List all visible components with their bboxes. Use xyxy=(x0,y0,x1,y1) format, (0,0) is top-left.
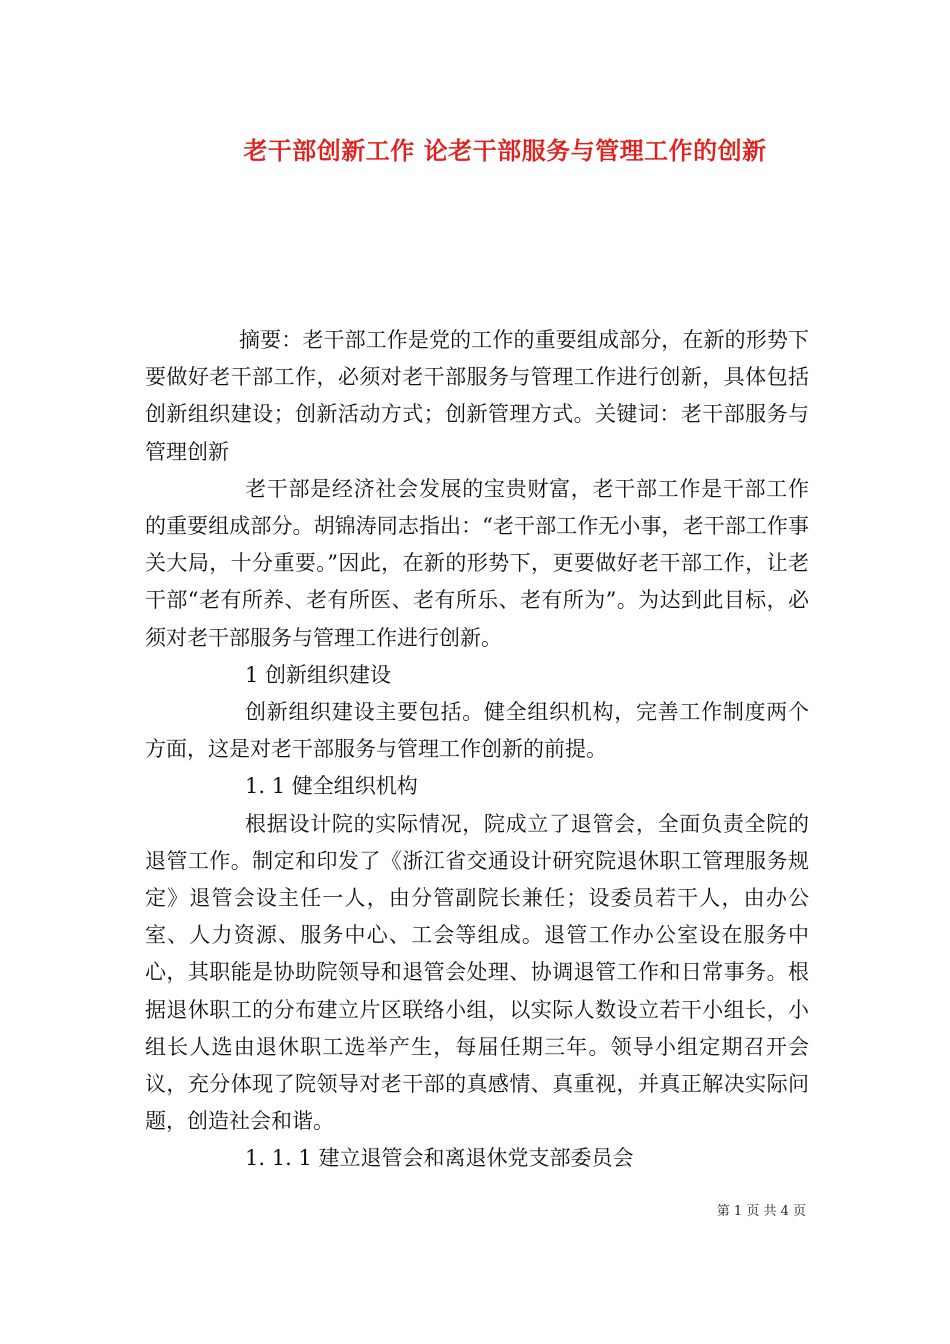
intro-paragraph: 老干部是经济社会发展的宝贵财富，老干部工作是干部工作的重要组成部分。胡锦涛同志指出：“老干部工作无小事，老干部工作事关大局，十分重要。”因此，在新的形势下，更要做好老干部工作，让老干部“老有所养、老有所医、老有所乐、老有所为”。为达到此目标，必须对老干部服务与管理工作进行创新。 xyxy=(145,476,809,650)
document-body xyxy=(145,322,809,1178)
section-heading-1-1-1: 1. 1. 1 建立退管会和离退休党支部委员会 xyxy=(245,1146,634,1171)
section-1-1-paragraph: 根据设计院的实际情况，院成立了退管会，全面负责全院的退管工作。制定和印发了《浙江省交通设计研究院退休职工管理服务规定》退管会设主任一人，由分管副院长兼任；设委员若干人，由办公室、人力资源、服务中心、工会等组成。退管工作办公室设在服务中心，其职能是协助院领导和退管会处理、协调退管工作和日常事务。根据退休职工的分布建立片区联络小组，以实际人数设立若干小组长，小组长人选由退休职工选举产生，每届任期三年。领导小组定期召开会议，充分体现了院领导对老干部的真感情、真重视，并真正解决实际问题，创造社会和谐。 xyxy=(145,811,809,1134)
page-number-footer: 第 1 页 共 4 页 xyxy=(716,1204,806,1219)
section-heading-1: 1 创新组织建设 xyxy=(245,662,392,687)
abstract-paragraph: 摘要：老干部工作是党的工作的重要组成部分，在新的形势下要做好老干部工作，必须对老干部服务与管理工作进行创新，具体包括创新组织建设；创新活动方式；创新管理方式。关键词：老干部服务与管理创新 xyxy=(145,328,809,464)
document-title: 老干部创新工作 论老干部服务与管理工作的创新 xyxy=(243,136,767,165)
section-heading-1-1: 1. 1 健全组织机构 xyxy=(245,774,418,799)
section-1-paragraph: 创新组织建设主要包括。健全组织机构，完善工作制度两个方面，这是对老干部服务与管理工作创新的前提。 xyxy=(145,700,809,762)
